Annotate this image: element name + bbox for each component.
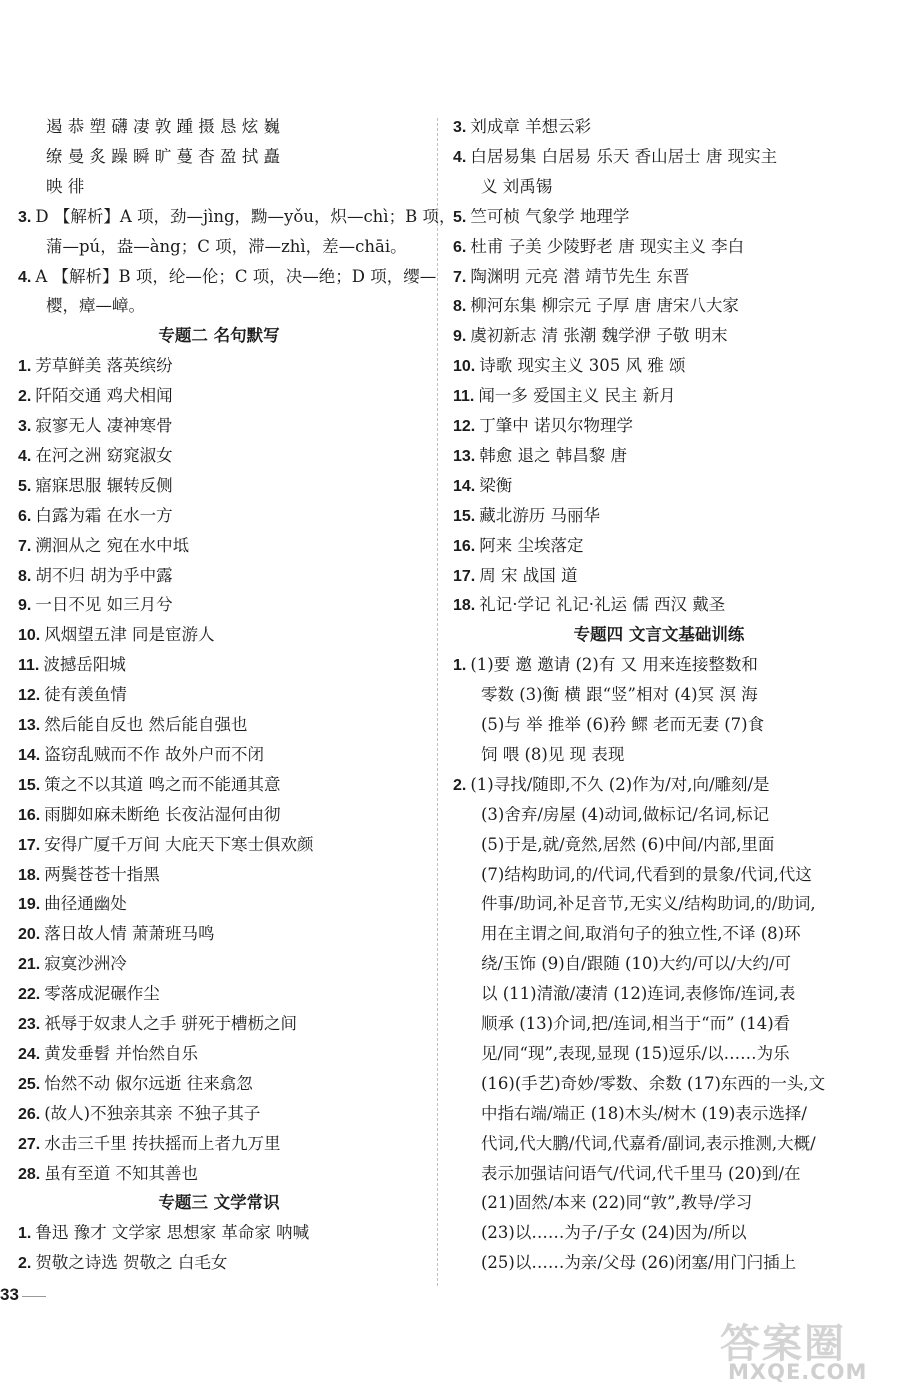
item-text: 安得广厦千万间 大庇天下寒士俱欢颜 [44, 834, 314, 854]
item-number: 12. [18, 687, 41, 705]
item-number: 11. [453, 388, 475, 406]
item-text: 阡陌交通 鸡犬相闻 [35, 386, 173, 406]
item-number: 17. [453, 567, 476, 585]
item-text: 然后能自反也 然后能自强也 [44, 715, 248, 734]
item-number: 22. [18, 986, 41, 1004]
item-number: 1. [453, 657, 467, 675]
answer-item [18, 770, 420, 800]
item-number: 3. [453, 119, 467, 136]
page-number: 33 [0, 1285, 19, 1304]
item-text: 虽有至道 不知其善也 [44, 1163, 198, 1183]
section-heading: 专题三 文学常识 [158, 1193, 280, 1213]
answer-item [18, 202, 456, 232]
item-number: 12. [453, 418, 476, 435]
answer-item [453, 291, 865, 321]
answer-item [18, 860, 420, 890]
answer-item [18, 1248, 420, 1278]
continuation-line: 顺承 (13)介词,把/连词,相当于“而” (14)看 [481, 1014, 791, 1033]
item-text: 丁肇中 诺贝尔物理学 [479, 416, 633, 435]
item-text: 竺可桢 气象学 地理学 [470, 206, 630, 226]
continuation-line: 中指右端/端正 (18)木头/树木 (19)表示选择/ [481, 1103, 807, 1123]
item-number: 19. [18, 896, 41, 914]
continuation-line: (21)固然/本来 (22)同“敦”,教导/学习 [481, 1193, 753, 1213]
item-text: 鲁迅 豫才 文学家 思想家 革命家 呐喊 [35, 1223, 310, 1243]
item-number: 4. [453, 148, 467, 166]
answer-item [18, 1069, 420, 1099]
item-text: 韩愈 退之 韩昌黎 唐 [479, 445, 627, 465]
item-number: 10. [453, 358, 476, 376]
item-number: 15. [18, 776, 41, 794]
answer-item [18, 1039, 420, 1069]
answer-item [18, 1129, 420, 1159]
section-heading: 专题四 文言文基础训练 [573, 625, 745, 645]
answer-item [18, 561, 420, 591]
watermark-url: MXQE.COM [728, 1360, 868, 1384]
continuation-line: 见/同“现”,表现,显现 (15)逗乐/以……为乐 [481, 1043, 790, 1063]
item-text: 波撼岳阳城 [43, 655, 126, 675]
item-number: 13. [18, 717, 41, 734]
item-text: 风烟望五津 同是宦游人 [44, 625, 215, 645]
answer-item [453, 411, 865, 441]
answer-item [18, 441, 420, 471]
item-number: 11. [18, 657, 40, 675]
answer-item [18, 1159, 420, 1189]
item-text: 零落成泥碾作尘 [44, 984, 160, 1004]
item-text: 阿来 尘埃落定 [479, 535, 584, 555]
item-number: 4. [18, 268, 32, 286]
continuation-line: 蒲—pú，盎—àng；C 项，滞—zhì，差—chāi。 [46, 236, 407, 256]
answer-item [18, 411, 420, 441]
item-text: A 【解析】B 项，纶—伦；C 项，决—绝；D 项，缨— [35, 266, 437, 286]
answer-item [18, 262, 437, 292]
continuation-line: (5)于是,就/竟然,居然 (6)中间/内部,里面 [481, 834, 775, 854]
continuation-line: (5)与 举 推举 (6)矜 鳏 老而无妻 (7)食 [481, 715, 765, 734]
continuation-line: (23)以……为子/子女 (24)因为/所以 [481, 1223, 747, 1243]
item-number: 10. [18, 627, 41, 645]
item-number: 7. [453, 268, 467, 286]
item-number: 5. [453, 208, 467, 226]
item-text: 两鬓苍苍十指黑 [44, 864, 160, 884]
continuation-line: 遏 恭 塑 礴 凄 敦 踵 摄 恳 炫 巍 [46, 117, 280, 136]
answer-item [18, 889, 420, 919]
item-text: 周 宋 战国 道 [479, 565, 578, 585]
item-text: 寤寐思服 辗转反侧 [35, 475, 173, 495]
item-number: 2. [453, 776, 467, 794]
item-number: 28. [18, 1165, 41, 1183]
answer-item [453, 232, 865, 262]
item-number: 6. [453, 238, 467, 256]
answer-item [453, 262, 865, 292]
continuation-line: 映 徘 [46, 176, 85, 196]
item-text: 在河之洲 窈窕淑女 [35, 445, 173, 465]
answer-item [18, 1099, 420, 1129]
continuation-line: (7)结构助词,的/代词,代看到的景象/代词,代这 [481, 864, 812, 884]
item-number: 14. [453, 477, 476, 495]
answer-item [18, 710, 420, 740]
continuation-line: 绕/玉饰 (9)自/跟随 (10)大约/可以/大约/可 [481, 954, 792, 974]
item-number: 14. [18, 746, 41, 764]
answer-item [18, 471, 420, 501]
item-number: 23. [18, 1016, 41, 1033]
answer-item [453, 471, 865, 501]
item-text: 祇辱于奴隶人之手 骈死于槽枥之间 [44, 1014, 297, 1033]
continuation-line: 代词,代大鹏/代词,代嘉肴/副词,表示推测,大概/ [481, 1133, 816, 1153]
continuation-line: (3)舍弃/房屋 (4)动词,做标记/名词,标记 [481, 804, 770, 824]
item-text: 白居易集 白居易 乐天 香山居士 唐 现实主 [470, 146, 778, 166]
continuation-line: 以 (11)清澈/凄清 (12)连词,表修饰/连词,表 [481, 984, 796, 1004]
item-text: 一日不见 如三月兮 [35, 595, 173, 615]
item-text: 溯洄从之 宛在水中坻 [35, 535, 190, 555]
item-text: 盗窃乱贼而不作 故外户而不闭 [44, 744, 264, 764]
item-number: 1. [18, 1225, 32, 1243]
item-text: 藏北游历 马丽华 [479, 505, 600, 525]
watermark-logo [708, 1312, 890, 1390]
item-number: 18. [18, 866, 41, 884]
item-text: 梁衡 [479, 475, 513, 495]
item-number: 15. [453, 507, 476, 525]
item-text: (1)寻找/随即,不久 (2)作为/对,向/雕刻/是 [470, 774, 770, 794]
continuation-line: 用在主谓之间,取消句子的独立性,不译 (8)环 [481, 924, 801, 944]
item-number: 16. [18, 806, 41, 824]
answer-item [453, 501, 865, 531]
continuation-line: 表示加强诘问语气/代词,代千里马 (20)到/在 [481, 1163, 801, 1183]
item-number: 4. [18, 447, 32, 465]
answer-item [453, 112, 865, 142]
item-number: 18. [453, 597, 476, 615]
item-text: 白露为霜 在水一方 [35, 505, 173, 525]
item-number: 17. [18, 836, 41, 854]
answer-item [453, 770, 865, 800]
section-heading: 专题二 名句默写 [158, 326, 280, 346]
item-text: 贺敬之诗选 贺敬之 白毛女 [35, 1253, 228, 1273]
item-number: 3. [18, 418, 32, 435]
item-text: 胡不归 胡为乎中露 [35, 565, 173, 585]
item-number: 8. [453, 298, 467, 316]
item-text: 陶渊明 元亮 潜 靖节先生 东晋 [470, 266, 690, 286]
continuation-line: (16)(手艺)奇妙/零数、余数 (17)东西的一头,文 [481, 1073, 826, 1093]
answer-item [453, 531, 865, 561]
continuation-line: (25)以……为亲/父母 (26)闭塞/用门闩插上 [481, 1253, 797, 1273]
answer-item [18, 919, 420, 949]
answer-item [18, 949, 420, 979]
answer-item [453, 590, 865, 620]
item-text: 杜甫 子美 少陵野老 唐 现实主义 李白 [470, 236, 745, 256]
item-text: 雨脚如麻未断绝 长夜沾湿何由彻 [44, 804, 281, 824]
item-number: 26. [18, 1105, 41, 1123]
answer-item [453, 650, 865, 680]
column-divider [437, 118, 438, 1286]
answer-item [18, 650, 420, 680]
item-text: (故人)不独亲其亲 不独子其子 [44, 1103, 261, 1123]
item-number: 9. [18, 597, 32, 615]
answer-item [453, 351, 865, 381]
answer-item [18, 531, 420, 561]
answer-item [18, 620, 420, 650]
item-text: 闻一多 爱国主义 民主 新月 [478, 386, 676, 406]
item-text: 落日故人情 萧萧班马鸣 [44, 924, 215, 944]
item-number: 2. [18, 388, 32, 406]
answer-item [18, 1009, 420, 1039]
item-number: 24. [18, 1045, 41, 1063]
continuation-line: 件事/助词,补足音节,无实义/结构助词,的/助词, [481, 894, 816, 914]
answer-item [453, 441, 865, 471]
answer-item [18, 1218, 420, 1248]
item-text: (1)要 邀 邀请 (2)有 又 用来连接整数和 [470, 655, 758, 675]
item-number: 3. [18, 208, 32, 226]
item-number: 6. [18, 507, 32, 525]
answer-item [18, 501, 420, 531]
item-text: 礼记·学记 礼记·礼运 儒 西汉 戴圣 [479, 595, 726, 615]
continuation-line: 义 刘禹锡 [481, 176, 553, 196]
answer-item [18, 740, 420, 770]
continuation-line: 缭 曼 炙 躁 瞬 旷 蔓 杳 盈 拭 矗 [46, 146, 280, 166]
item-number: 5. [18, 477, 32, 495]
answer-item [453, 381, 865, 411]
answer-item [18, 979, 420, 1009]
answer-item [18, 351, 420, 381]
item-number: 21. [18, 956, 41, 974]
item-text: 寂寞沙洲冷 [44, 954, 127, 974]
item-text: 策之不以其道 鸣之而不能通其意 [44, 774, 281, 794]
page-number-rule [22, 1296, 46, 1297]
answer-item [18, 381, 420, 411]
answer-item [18, 830, 420, 860]
item-text: 曲径通幽处 [44, 894, 127, 914]
answer-item [453, 561, 865, 591]
continuation-line: 樱，瘴—嶂。 [46, 296, 145, 316]
answer-item [453, 202, 865, 232]
item-number: 13. [453, 447, 476, 465]
answer-item [453, 321, 865, 351]
answer-item [18, 800, 420, 830]
item-text: 诗歌 现实主义 305 风 雅 颂 [479, 356, 686, 376]
item-text: 虞初新志 清 张潮 魏学洢 子敬 明末 [470, 326, 728, 346]
item-text: 怡然不动 俶尔远逝 往来翕忽 [44, 1073, 253, 1093]
continuation-line: 零数 (3)衡 横 跟“竖”相对 (4)冥 溟 海 [481, 685, 758, 705]
item-number: 27. [18, 1135, 41, 1153]
item-number: 16. [453, 537, 476, 555]
item-number: 7. [18, 537, 32, 555]
item-text: 芳草鲜美 落英缤纷 [35, 356, 173, 376]
item-number: 8. [18, 567, 32, 585]
answer-item [18, 680, 420, 710]
continuation-line: 饲 喂 (8)见 现 表现 [481, 744, 625, 764]
item-text: 柳河东集 柳宗元 子厚 唐 唐宋八大家 [470, 296, 739, 316]
answer-item [18, 590, 420, 620]
item-number: 25. [18, 1075, 41, 1093]
item-number: 20. [18, 926, 41, 944]
item-number: 1. [18, 358, 32, 376]
item-text: 水击三千里 抟扶摇而上者九万里 [44, 1133, 281, 1153]
watermark-title: 答案圈 [720, 1321, 846, 1367]
item-text: 徒有羡鱼情 [44, 685, 127, 705]
item-number: 9. [453, 328, 467, 346]
item-text: D 【解析】A 项，劲—jìng，黝—yǒu，炽—chì；B 项， [35, 206, 456, 226]
answer-item [453, 142, 865, 172]
item-text: 寂寥无人 凄神寒骨 [35, 416, 173, 435]
item-text: 刘成章 羊想云彩 [470, 117, 592, 136]
item-number: 2. [18, 1255, 32, 1273]
item-text: 黄发垂髫 并怡然自乐 [44, 1043, 198, 1063]
